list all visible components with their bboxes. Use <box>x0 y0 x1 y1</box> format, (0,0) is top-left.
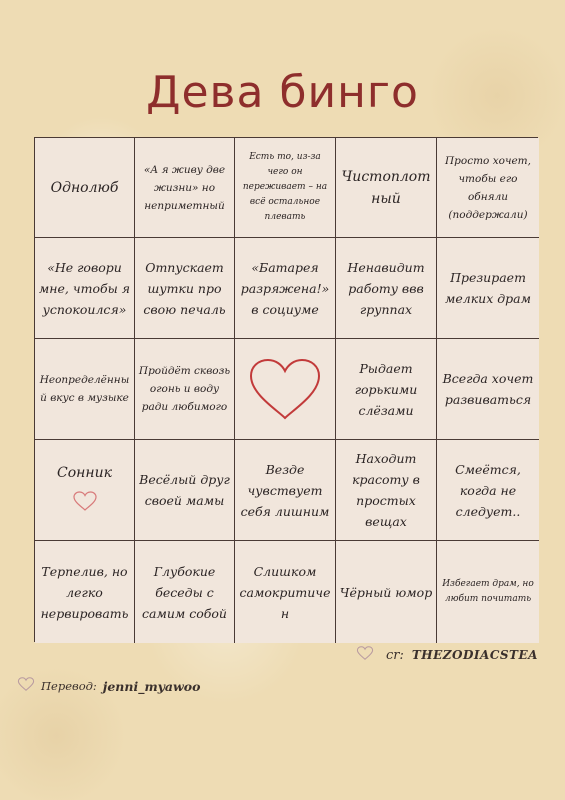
bingo-cell <box>35 339 135 440</box>
cell-text: «А я живу две жизни» но неприметный <box>143 163 226 212</box>
translator-name: jenni_myawoo <box>102 678 201 694</box>
cell-text: Глубокие беседы с самим собой <box>142 563 227 621</box>
cell-text: «Батарея разряжена!» в социуме <box>240 259 330 317</box>
bingo-cell <box>35 440 135 541</box>
bingo-cell <box>235 440 336 541</box>
cell-text: Терпелив, но легко нервировать <box>40 563 129 621</box>
bingo-cell <box>135 440 235 541</box>
bingo-cell <box>35 238 135 339</box>
cell-text: Везде чувствует себя лишним <box>240 461 330 519</box>
bingo-cell <box>35 541 135 643</box>
bingo-cell <box>336 238 437 339</box>
cell-text: Отпускает шутки про свою печаль <box>143 259 226 317</box>
bingo-cell <box>437 541 539 643</box>
bingo-cell <box>336 339 437 440</box>
bingo-cell <box>336 541 437 643</box>
bingo-cell <box>336 440 437 541</box>
bingo-cell <box>135 541 235 643</box>
bingo-cell <box>35 138 135 238</box>
bingo-cell <box>336 138 437 238</box>
cell-text: Однолюб <box>50 179 119 196</box>
cell-text: Всегда хочет развиваться <box>442 371 534 407</box>
cell-text: Есть то, из-за чего он переживает – на всё остальное плевать <box>242 152 328 222</box>
bingo-cell <box>235 138 336 238</box>
heart-outline-icon <box>356 645 374 665</box>
heart-outline-icon <box>72 490 98 519</box>
credit-handle: THEZODIACSTEA <box>411 648 538 662</box>
cell-text: Смеётся, когда не следует.. <box>455 461 521 519</box>
cell-text: Находит красоту в простых вещах <box>352 451 420 529</box>
cell-text: Чистоплотный <box>341 168 431 207</box>
bingo-cell-free <box>235 339 336 440</box>
cell-text: «Не говори мне, чтобы я успокоился» <box>38 259 131 317</box>
cell-text: Чёрный юмор <box>339 584 433 600</box>
cell-text: Избегает драм, но любит почитать <box>442 579 534 604</box>
translation-credit <box>17 676 200 696</box>
translation-label: Перевод: <box>41 679 97 693</box>
bingo-cell <box>235 541 336 643</box>
cell-text: Сонник <box>57 464 112 481</box>
bingo-cell <box>235 238 336 339</box>
heart-outline-icon <box>17 676 35 696</box>
bingo-cell <box>135 339 235 440</box>
bingo-cell <box>437 138 539 238</box>
page-title: Дева бинго <box>146 67 419 118</box>
cell-text: Презирает мелких драм <box>445 270 531 306</box>
bingo-cell <box>437 339 539 440</box>
bingo-cell <box>135 138 235 238</box>
source-credit <box>356 645 538 665</box>
cell-text: Просто хочет, чтобы его обняли (поддержали) <box>445 154 531 221</box>
heart-icon <box>247 356 323 422</box>
cell-text: Весёлый друг своей мамы <box>139 472 230 508</box>
cell-text: Неопределённый вкус в музыке <box>39 374 130 404</box>
cell-text: Рыдает горькими слёзами <box>354 360 418 418</box>
bingo-cell <box>135 238 235 339</box>
bingo-grid <box>34 137 538 642</box>
bingo-cell <box>437 238 539 339</box>
credit-prefix: cr: <box>386 647 404 663</box>
bingo-cell <box>437 440 539 541</box>
cell-text: Слишком самокритичен <box>239 563 331 621</box>
cell-text: Ненавидит работу ввв группах <box>347 259 425 317</box>
cell-text: Пройдёт сквозь огонь и воду ради любимого <box>138 365 231 413</box>
